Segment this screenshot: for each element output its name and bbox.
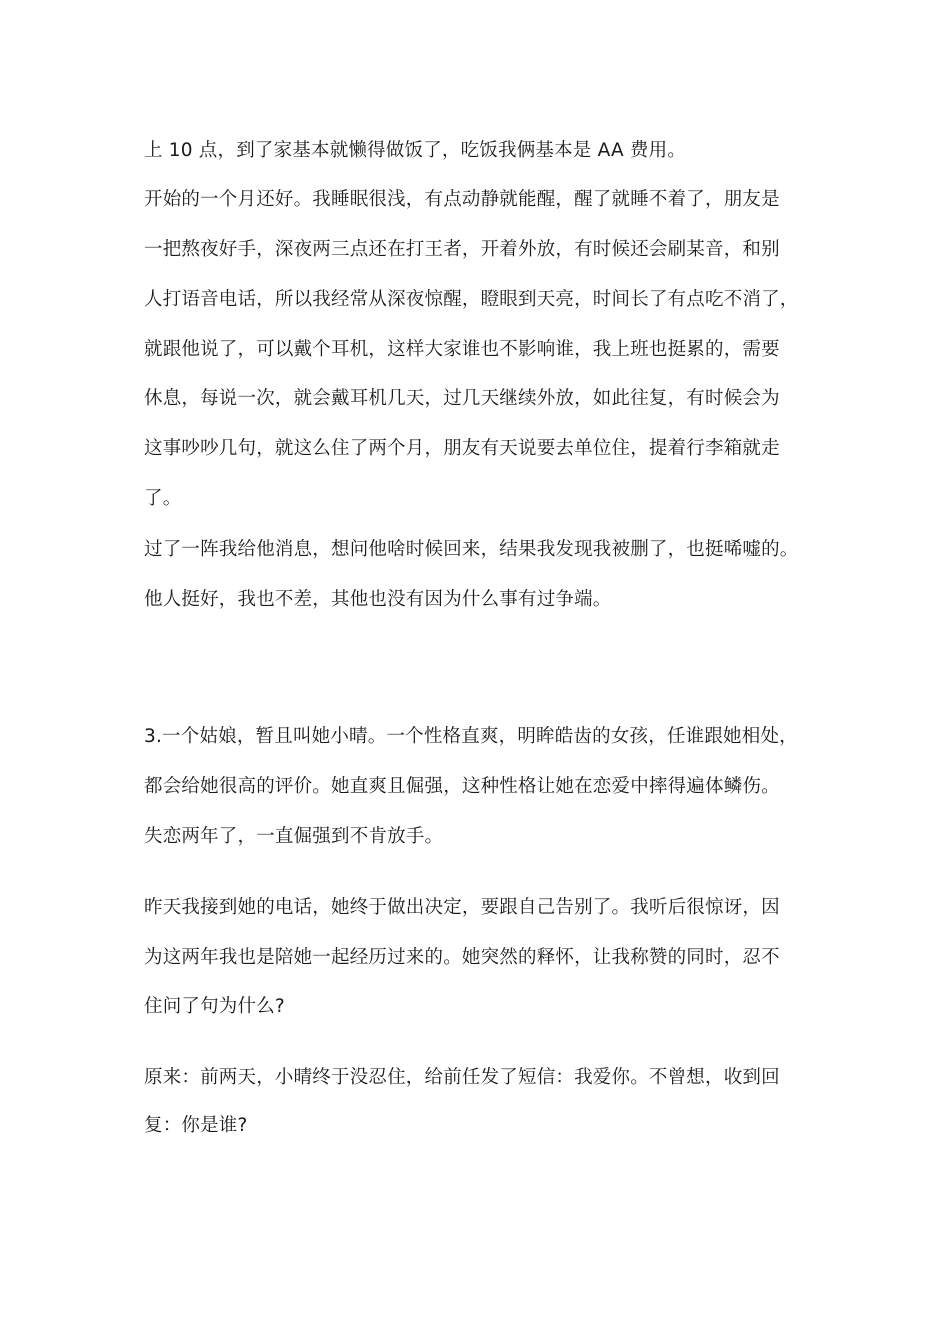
paragraph-4-line-3: 失恋两年了，一直倔强到不肯放手。 [144,826,444,847]
paragraph-3-line-2: 他人挺好，我也不差，其他也没有因为什么事有过争端。 [144,589,612,610]
paragraph-1-line-1: 上 10 点，到了家基本就懒得做饭了，吃饭我俩基本是 AA 费用。 [144,140,686,161]
paragraph-2-line-7: 了。 [144,488,182,509]
paragraph-6-line-1: 原来：前两天，小晴终于没忍住，给前任发了短信：我爱你。不曾想，收到回 [144,1067,780,1088]
paragraph-2-line-4: 就跟他说了，可以戴个耳机，这样大家谁也不影响谁，我上班也挺累的，需要 [144,339,780,360]
paragraph-4-line-1: 3.一个姑娘，暂且叫她小晴。一个性格直爽，明眸皓齿的女孩，任谁跟她相处， [144,726,798,747]
paragraph-3-line-1: 过了一阵我给他消息，想问他啥时候回来，结果我发现我被删了，也挺唏嘘的。 [144,539,799,560]
paragraph-2-line-2: 一把熬夜好手，深夜两三点还在打王者，开着外放，有时候还会刷某音，和别 [144,239,780,260]
paragraph-4-line-2: 都会给她很高的评价。她直爽且倔强，这种性格让她在恋爱中摔得遍体鳞伤。 [144,776,780,797]
paragraph-5-line-3: 住问了句为什么? [144,996,285,1017]
paragraph-6-line-2: 复：你是谁? [144,1115,248,1136]
paragraph-5-line-1: 昨天我接到她的电话，她终于做出决定，要跟自己告别了。我听后很惊讶，因 [144,897,780,918]
paragraph-5-line-2: 为这两年我也是陪她一起经历过来的。她突然的释怀，让我称赞的同时，忍不 [144,947,780,968]
paragraph-2-line-1: 开始的一个月还好。我睡眠很浅，有点动静就能醒，醒了就睡不着了，朋友是 [144,189,780,210]
paragraph-2-line-5: 休息，每说一次，就会戴耳机几天，过几天继续外放，如此往复，有时候会为 [144,388,780,409]
paragraph-2-line-6: 这事吵吵几句，就这么住了两个月，朋友有天说要去单位住，提着行李箱就走 [144,438,780,459]
paragraph-2-line-3: 人打语音电话，所以我经常从深夜惊醒，瞪眼到天亮，时间长了有点吃不消了， [144,289,799,310]
